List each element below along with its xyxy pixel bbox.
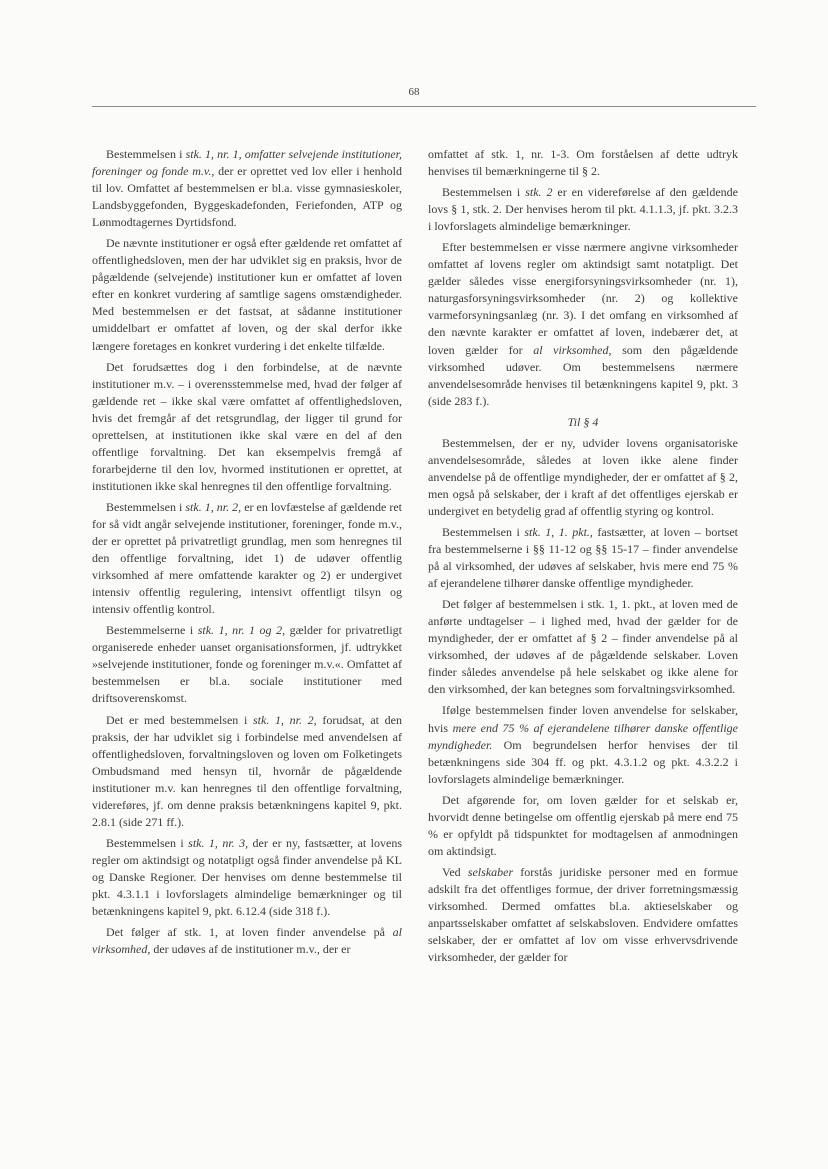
text-run: der er ny, fastsætter, at lovens regler om aktindsigt og notatpligt også finder anvendelse på KL og Danske Regioner. Der henvises om denne bestemmelse til pkt. 4.3.1.1 i lovforslagets almindelige bemærkninger og til betænkningens kapitel 9, pkt. 6.12.4 (side 318 f.).: [92, 835, 402, 919]
text-run: der er oprettet ved lov eller i henhold til lov. Omfattet af bestemmelsen er bl.a. visse gymnasieskoler, Landsbyggefonden, Byggeskadefonden, Feriefonden, ATP og Lønmodtagernes Dyrtidsfond.: [92, 164, 403, 230]
text-run: Ifølge bestemmelsen finder loven anvendelse for selskaber, hvis: [428, 703, 738, 735]
paragraph: [92, 712, 402, 831]
paragraph: [428, 239, 738, 409]
text-run: Det er med bestemmelsen i: [106, 712, 253, 727]
emphasis: stk. 1, nr. 1 og 2,: [197, 623, 286, 638]
paragraph: [92, 499, 402, 618]
text-run: omfattet af stk. 1, nr. 1-3. Om forståelsen af dette udtryk henvises til bemærkningerne til § 2.: [428, 147, 738, 179]
paragraph: [428, 184, 738, 235]
emphasis: stk. 1, nr. 1, omfatter selvejende institutioner, foreninger og fonde m.v.,: [92, 147, 402, 179]
text-run: Bestemmelsen i: [106, 147, 186, 161]
paragraph: [92, 359, 402, 495]
text-run: Efter bestemmelsen er visse nærmere angivne virksomheder omfattet af lovens regler om aktindsigt samt notatpligt. Det gælder således visse energiforsyningsvirksomheder (nr. 1), naturgasforsyningsvirksomheder (nr. 2) og kollektive varmeforsyningsanlæg (nr. 3). I det omfang en virksomhed af den nævnte karakter er omfattet af loven, indebærer det, at loven gælder for: [428, 240, 738, 357]
text-run: Det forudsættes dog i den forbindelse, at de nævnte institutioner m.v. – i overensstemmelse med, hvad der følger af gældende ret – ikke skal være omfattet af offentlighedsloven, hvis det fremgår af det retsgrundlag, der ligger til grund for oprettelsen, at institutionen ikke skal være en del af den offentlige forvaltning. Det kan eksempelvis fremgå af forarbejderne til den lov, hvormed institutionen er oprettet, at institutionen ikke skal henregnes til den offentlige forvaltning.: [92, 359, 402, 493]
paragraph: [428, 702, 738, 787]
text-run: Bestemmelserne i: [106, 623, 198, 638]
right-column: [428, 146, 738, 970]
emphasis: stk. 1, nr. 3,: [188, 835, 249, 850]
text-run: Bestemmelsen i: [106, 835, 189, 850]
paragraph: [428, 864, 738, 966]
text-run: er en videreførelse af den gældende lovs § 1, stk. 2. Der henvises herom til pkt. 4.1.1.3, jf. pkt. 3.2.3 i lovforslagets almindelige bemærkninger.: [428, 185, 738, 234]
header-rule: [92, 106, 756, 107]
emphasis: stk. 1, nr. 2,: [252, 712, 317, 727]
paragraph: [92, 622, 402, 707]
emphasis: stk. 1, 1. pkt.,: [524, 524, 593, 539]
page-number: 68: [408, 86, 420, 98]
text-run: Bestemmelsen i: [106, 499, 186, 514]
text-run: Bestemmelsen i: [442, 185, 526, 200]
emphasis: stk. 1, nr. 2,: [185, 499, 242, 514]
text-run: Det følger af bestemmelsen i stk. 1, 1. pkt., at loven med de anførte undtagelser – i lighed med, hvad der gælder for de myndigheder, der er omfattet af § 2 – finder anvendelse på al virksomhed, der udøves af de pågældende selskaber. Loven finder således anvendelse på hele selskabet og ikke alene for den virksomhed, der kan betegnes som forvaltningsvirksomhed.: [428, 597, 738, 697]
paragraph: [428, 596, 738, 698]
emphasis: stk. 2: [525, 185, 553, 200]
text-run: forstås juridiske personer med en formue adskilt fra det offentliges formue, der driver forretningsmæssig virksomhed. Dermed omfattes bl.a. aktieselskaber og anpartsselskaber omfattet af selskabsloven. Endvidere omfattes selskaber, der er omfattet af lov om visse erhvervsdrivende virksomheder, der gælder for: [428, 864, 738, 965]
paragraph: [92, 235, 402, 354]
paragraph: [428, 524, 738, 592]
text-run: som den pågældende virksomhed udøver. Om bestemmelsens nærmere anvendelsesområde henvises til betænkningens kapitel 9, pkt. 3 (side 283 f.).: [428, 342, 738, 408]
emphasis: mere end 75 % af ejerandelene tilhører danske offentlige myndigheder.: [428, 720, 738, 752]
emphasis: selskaber: [467, 864, 514, 879]
emphasis: Til § 4: [567, 414, 599, 429]
paragraph: [92, 146, 402, 231]
text-run: Bestemmelsen i: [442, 524, 525, 539]
text-run: forudsat, at den praksis, der har udviklet sig i forbindelse med anvendelsen af offentlighedsloven, forvaltningsloven og loven om Folketingets Ombudsmand med hensyn til, hvornår de pågældende institutioner m.v. kan henregnes til den offentlige forvaltning, videreføres, jf. om denne praksis betænkningens kapitel 9, pkt. 2.8.1 (side 271 ff.).: [92, 712, 402, 829]
paragraph: [92, 835, 402, 920]
text-run: Ved: [442, 864, 468, 879]
emphasis: al virksomhed,: [533, 342, 612, 357]
left-column: [92, 146, 402, 962]
emphasis: al virksomhed,: [92, 925, 402, 957]
paragraph: [428, 435, 738, 520]
text-run: Om begrundelsen herfor henvises der til betænkningens side 304 ff. og pkt. 4.3.1.2 og pkt. 4.3.2.2 i lovforslagets almindelige bemærkninger.: [428, 737, 738, 786]
paragraph: [92, 924, 402, 958]
text-run: fastsætter, at loven – bortset fra bestemmelserne i §§ 11-12 og §§ 15-17 – finder anvendelse på al virksomhed, der udøves af selskaber, hvis mere end 75 % af ejerandelene tilhører danske offentlige myndigheder.: [428, 524, 738, 591]
text-run: De nævnte institutioner er også efter gældende ret omfattet af offentlighedsloven, men der har udviklet sig en praksis, hvor de pågældende (selvejende) institutioner kun er omfattet af loven efter en konkret vurdering af samtlige sagens omstændigheder. Med bestemmelsen er det fastsat, at sådanne institutioner umiddelbart er omfattet af loven, og der skal derfor ikke længere foretages en konkret vurdering i det enkelte tilfælde.: [92, 236, 402, 353]
paragraph: [428, 146, 738, 180]
text-run: er en lovfæstelse af gældende ret for så vidt angår selvejende institutioner, foreninger, fonde m.v., der er oprettet på privatretligt grundlag, men som henregnes til den offentlige forvaltning, idet 1) de udøver offentlig virksomhed af mere omfattende karakter og 2) er undergivet intensiv offentlig regulering, intensivt offentligt tilsyn og intensiv offentlig kontrol.: [92, 499, 402, 617]
section-heading: [428, 414, 738, 431]
text-run: Det følger af stk. 1, at loven finder anvendelse på: [106, 925, 393, 940]
paragraph: [428, 792, 738, 860]
text-run: gælder for privatretligt organiserede enheder uanset organisationsformen, jf. udtrykket »selvejende institutioner, fonde og foreninger m.v.«. Omfattet af bestemmelsen er bl.a. sociale institutioner med driftsoverenskomst.: [92, 623, 402, 706]
text-run: Bestemmelsen, der er ny, udvider lovens organisatoriske anvendelsesområde, således at loven ikke alene finder anvendelse på de offentlige myndigheder, der er omfattet af § 2, men også på selskaber, der i kraft af det offentliges ejerskab er undergivet en betydelig grad af offentlig styring og kontrol.: [428, 435, 738, 518]
text-run: der udøves af de institutioner m.v., der er: [150, 942, 351, 957]
text-run: Det afgørende for, om loven gælder for et selskab er, hvorvidt denne betingelse om offentlig ejerskab på mere end 75 % er opfyldt på tidspunktet for modtagelsen af anmodningen om aktindsigt.: [428, 792, 738, 858]
